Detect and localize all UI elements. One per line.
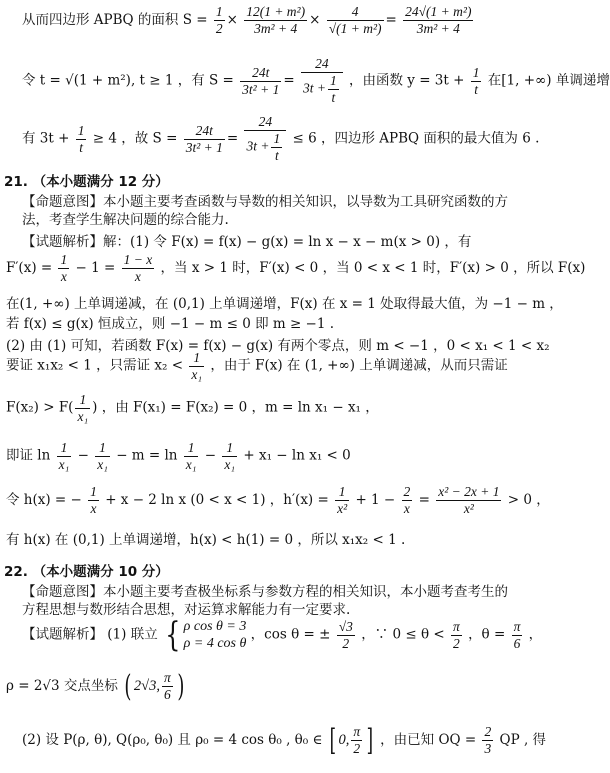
equation-system: ρ cos θ = 3 ρ = 4 cos θ bbox=[183, 619, 247, 651]
fraction: $\frac{1}{\text{x²}}$ bbox=[337, 484, 348, 516]
q22-solution-line: 【试题解析】 (1) 联立 { ρ cos θ = 3 ρ = 4 cos θ ，cos θ = ± $\frac{√3}{2}$ ，∵ 0 ≤ θ < $\frac{\pi}{2}$ ，θ = $\frac{\pi}{6}$ ， bbox=[22, 615, 543, 655]
fraction: $\frac{1}{x}$ bbox=[60, 252, 68, 284]
q21-conclusion-2: 有 h(x) 在 (0,1) 上单调递增，h(x) < h(1) = 0 ，所以 x₁x₂ < 1 . bbox=[6, 532, 406, 548]
fraction: $\frac{4}{\text{√(1 + m²)}}$ bbox=[328, 4, 382, 36]
q21-intent-2: 法，考查学生解决问题的综合能力. bbox=[22, 212, 229, 228]
fraction: $\frac{24t}{\text{3t² + 1}}$ bbox=[185, 122, 223, 155]
fraction: $\frac{2}{x}$ bbox=[403, 484, 411, 516]
fraction: $\frac{\text{24√(1 + m²)}}{\text{3m² + 4}}$ bbox=[405, 4, 472, 36]
fraction: $\frac{\pi}{2}$ bbox=[453, 618, 460, 651]
fraction: $\frac{\pi}{2}$ bbox=[353, 724, 361, 756]
fraction: $\frac{1 - x}{x}$ bbox=[123, 252, 153, 284]
fraction: $\frac{24t}{\text{3t² + 1}}$ bbox=[242, 64, 280, 97]
q21-derivative-line: F′(x) = $\frac{1}{x}$ − 1 = $\frac{1 - x}{x}$ ，当 x > 1 时，F′(x) < 0 ，当 0 < x < 1 时，F′(x) > 0 ，所以 F(x) bbox=[6, 252, 586, 284]
q21-monotonic-line: 在(1, +∞) 上单调递减，在 (0,1) 上单调递增，F(x) 在 x = 1 处取得最大值，为 −1 − m ， bbox=[6, 296, 563, 312]
fraction: $\frac{1}{2}$ bbox=[215, 4, 223, 36]
q21-solution-1: 【试题解析】解：(1) 令 F(x) = f(x) − g(x) = ln x − x − m(x > 0) ，有 bbox=[22, 234, 472, 250]
question-22-header: 22. （本小题满分 10 分） bbox=[4, 564, 169, 580]
q22-part-2-line: (2) 设 P(ρ, θ), Q(ρ₀, θ₀) 且 ρ₀ = 4 cos θ₀ , θ₀ ∈ [ 0, $\frac{\pi}{2}$ ] ，由已知 OQ = $\frac{2}{3}$ QP , 得 bbox=[22, 722, 547, 758]
fraction: $\frac{\text{12(1 + m²)}}{\text{3m² + 4}}$ bbox=[246, 4, 306, 36]
area-formula-line: 从而四边形 APBQ 的面积 S = $\frac{1}{2}$ × $\frac{\text{12(1 + m²)}}{\text{3m² + 4}}$ × $\frac{4}{\text{√(1 + m²)}}$ = $\frac{\text{24√(1 + m²)}}{\text{3m² + 4}}$ bbox=[22, 4, 472, 36]
fraction: $\frac{1}{\text{x₁}}$ bbox=[58, 440, 70, 472]
q21-intent-1: 【命题意图】本小题主要考查函数与导数的相关知识，以导数为工具研究函数的方 bbox=[22, 194, 508, 210]
fraction: $\frac{1}{x}$ bbox=[90, 484, 97, 516]
q21-equivalent-line: 即证 ln $\frac{1}{\text{x₁}}$ − $\frac{1}{\text{x₁}}$ − m = ln $\frac{1}{\text{x₁}}$ − $\frac{1}{\text{x₁}}$ + x₁ − ln x₁ < 0 bbox=[6, 440, 351, 472]
fraction: $\frac{1}{t}$ bbox=[77, 122, 85, 155]
fraction: $\frac{2}{3}$ bbox=[484, 724, 492, 756]
q22-intent-2: 方程思想与数形结合思想，对运算求解能力有一定要求. bbox=[22, 602, 351, 618]
fraction: $\frac{1}{\text{x₁}}$ bbox=[185, 440, 197, 472]
q21-conclusion-1: 若 f(x) ≤ g(x) 恒成立，则 −1 − m ≤ 0 即 m ≥ −1 . bbox=[6, 316, 335, 332]
fraction: $\frac{\pi}{6}$ bbox=[513, 618, 521, 651]
fraction: $\frac{1}{t}$ bbox=[472, 64, 480, 97]
left-brace: { bbox=[165, 615, 181, 655]
fraction: $\frac{√3}{2}$ bbox=[338, 618, 353, 651]
q22-intersection-line: ρ = 2√3 交点坐标 ( 2√3, $\frac{\pi}{6}$ ) bbox=[6, 668, 185, 704]
fraction: $\frac{1}{\text{x₁}}$ bbox=[191, 350, 203, 382]
fraction: $\frac{\text{x² − 2x + 1}}{\text{x²}}$ bbox=[438, 484, 500, 516]
max-area-line: 有 3t + $\frac{1}{t}$ ≥ 4 ，故 S = $\frac{24t}{\text{3t² + 1}}$ = 24 3t + $\frac{1}{t}$ ≤ 6 ，四边形 APBQ 面积的最大值为 6 . bbox=[22, 114, 540, 163]
q21-part-2-line: (2) 由 (1) 可知，若函数 F(x) = f(x) − g(x) 有两个零点，则 m < −1 ，0 < x₁ < 1 < x₂ bbox=[6, 338, 550, 354]
q21-h-function-line: 令 h(x) = − $\frac{1}{x}$ + x − 2 ln x (0 < x < 1) ，h′(x) = $\frac{1}{\text{x²}}$ + 1 − $\frac{2}{x}$ = $\frac{\text{x² − 2x + 1}}{\text{x²}}$ > 0 ， bbox=[6, 484, 550, 516]
fraction: 24 3t + $\frac{1}{t}$ bbox=[244, 114, 286, 164]
fraction: $\frac{1}{\text{x₁}}$ bbox=[77, 392, 89, 424]
q22-intent-1: 【命题意图】本小题主要考查极坐标系与参数方程的相关知识，本小题考查考生的 bbox=[22, 584, 508, 600]
q21-inequality-line: F(x₂) > F( $\frac{1}{\text{x₁}}$ ) ，由 F(x₁) = F(x₂) = 0 ，m = ln x₁ − x₁ ， bbox=[6, 392, 379, 424]
q21-proof-goal-line: 要证 x₁x₂ < 1 ，只需证 x₂ < $\frac{1}{\text{x₁}}$ ，由于 F(x) 在 (1, +∞) 上单调递减，从而只需证 bbox=[6, 350, 508, 382]
fraction: 24 3t + $\frac{1}{t}$ bbox=[301, 56, 343, 106]
fraction: $\frac{1}{\text{x₁}}$ bbox=[97, 440, 108, 472]
question-21-header: 21. （本小题满分 12 分） bbox=[4, 174, 169, 190]
fraction: $\frac{\pi}{6}$ bbox=[164, 670, 171, 702]
substitution-line: 令 t = √(1 + m²), t ≥ 1 ，有 S = $\frac{24t}{\text{3t² + 1}}$ = 24 3t + $\frac{1}{t}$ ，由函数 y = 3t + $\frac{1}{t}$ 在[1, +∞) 单调递增 bbox=[22, 56, 610, 105]
fraction: $\frac{1}{\text{x₁}}$ bbox=[224, 440, 236, 472]
